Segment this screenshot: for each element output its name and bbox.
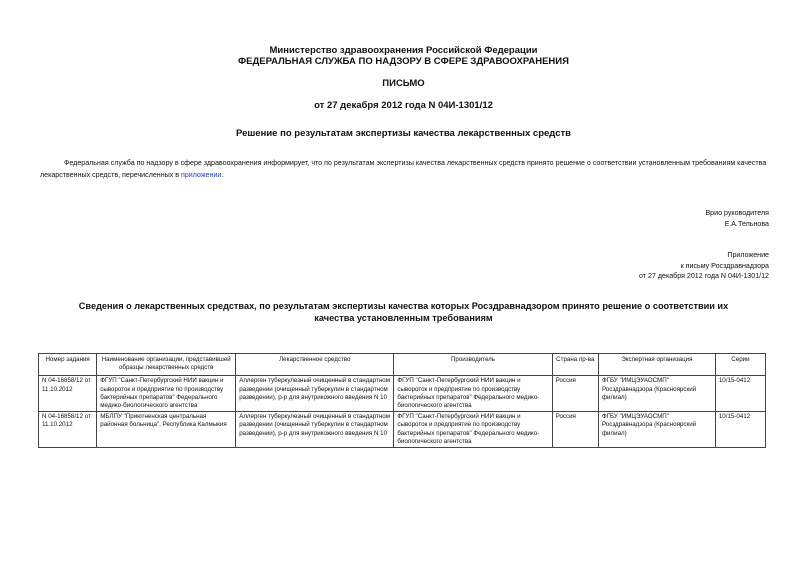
cell-series: 10/15-0412 bbox=[715, 412, 765, 448]
appendix-letter: к письму Росздравнадзора bbox=[680, 261, 769, 270]
cell-manufacturer: ФГУП "Санкт-Петербургский НИИ вакцин и сывороток и предприятие по производству бактерийных препаратов" Федерального медико-биологического агентства bbox=[394, 376, 552, 412]
table-header-row bbox=[39, 354, 766, 376]
col-header-task-number: Номер задания bbox=[39, 354, 97, 376]
col-header-series: Серии bbox=[715, 354, 765, 376]
col-header-country: Страна пр-ва bbox=[552, 354, 598, 376]
col-header-manufacturer: Производитель bbox=[394, 354, 552, 376]
cell-organization: МБЛПУ "Приютненская центральная районная больница", Республика Калмыкия bbox=[97, 412, 236, 448]
signature-block bbox=[705, 208, 769, 230]
cell-expert-org: ФГБУ "ИМЦЭУАОСМП" Росздравнадзора (Красноярский филиал) bbox=[598, 376, 715, 412]
medicines-table bbox=[38, 353, 766, 448]
document-subject: Решение по результатам экспертизы качества лекарственных средств bbox=[236, 128, 571, 139]
table-row bbox=[39, 412, 766, 448]
cell-manufacturer: ФГУП "Санкт-Петербургский НИИ вакцин и сывороток и предприятие по производству бактерийных препаратов" Федерального медико-биологического агентства bbox=[394, 412, 552, 448]
col-header-expert-org: Экспертная организация bbox=[598, 354, 715, 376]
cell-medicine: Аллерген туберкулезный очищенный в стандартном разведении (очищенный туберкулин в стандартном разведении), р-р для внутрикожного введения N 10 bbox=[236, 376, 394, 412]
ministry-name: Министерство здравоохранения Российской Федерации bbox=[269, 45, 538, 56]
paragraph-text: Федеральная служба по надзору в сфере здравоохранения информирует, что по результатам экспертизы качества лекарственных средств принято решение о соответствии установленным требованиям качества лекарственных средств, перечисленных в bbox=[40, 159, 767, 179]
cell-medicine: Аллерген туберкулезный очищенный в стандартном разведении (очищенный туберкулин в стандартном разведении), р-р для внутрикожного введения N 10 bbox=[236, 412, 394, 448]
col-header-organization: Наименование организации, представившей образцы лекарственных средств bbox=[97, 354, 236, 376]
appendix-reference bbox=[639, 250, 769, 282]
cell-task-number: N 04-16858/12 от 11.10.2012 bbox=[39, 412, 97, 448]
table-row bbox=[39, 376, 766, 412]
appendix-label: Приложение bbox=[727, 251, 769, 259]
cell-expert-org: ФГБУ "ИМЦЭУАОСМП" Росздравнадзора (Красноярский филиал) bbox=[598, 412, 715, 448]
cell-country: Россия bbox=[552, 376, 598, 412]
document-date-number: от 27 декабря 2012 года N 04И-1301/12 bbox=[314, 100, 493, 111]
cell-task-number: N 04-16858/12 от 11.10.2012 bbox=[39, 376, 97, 412]
appendix-date: от 27 декабря 2012 года N 04И-1301/12 bbox=[638, 272, 769, 280]
service-name: ФЕДЕРАЛЬНАЯ СЛУЖБА ПО НАДЗОРУ В СФЕРЕ ЗДРАВООХРАНЕНИЯ bbox=[238, 56, 569, 67]
body-paragraph bbox=[40, 157, 770, 181]
cell-organization: ФГУП "Санкт-Петербургский НИИ вакцин и сывороток и предприятие по производству бактерийных препаратов" Федерального медико-биологического агентства bbox=[97, 376, 236, 412]
col-header-medicine: Лекарственное средство bbox=[236, 354, 394, 376]
signature-position: Врио руководителя bbox=[705, 209, 769, 217]
cell-country: Россия bbox=[552, 412, 598, 448]
paragraph-end: . bbox=[221, 171, 224, 179]
appendix-link[interactable]: приложении bbox=[180, 171, 222, 179]
signature-name: Е.А.Тельнова bbox=[724, 220, 769, 228]
cell-series: 10/15-0412 bbox=[715, 376, 765, 412]
document-type: ПИСЬМО bbox=[382, 78, 425, 89]
table-title: Сведения о лекарственных средствах, по результатам экспертизы качества которых Росздравнадзором принято решение о соответствии их качества установленным требованиям bbox=[78, 301, 729, 323]
